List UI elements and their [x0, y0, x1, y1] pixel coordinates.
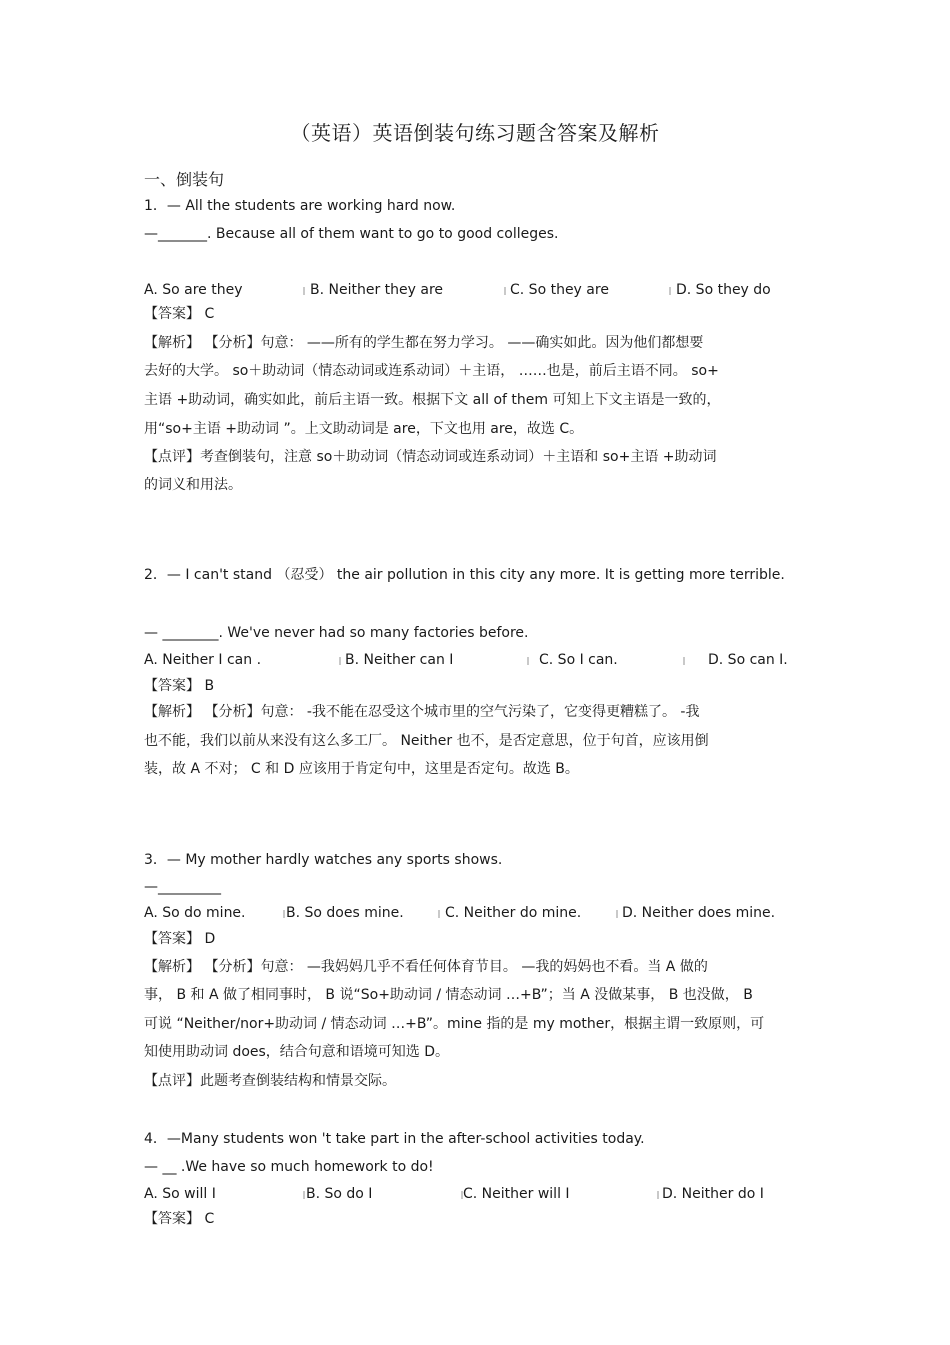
separator-mark [438, 910, 440, 918]
q2-option-d: D. So can I. [708, 652, 788, 668]
q1-explanation-line: 【解析】 【分析】句意： ——所有的学生都在努力学习。 ——确实如此。因为他们都想要 [144, 335, 704, 351]
separator-mark [283, 910, 285, 918]
q1-option-c: C. So they are [510, 282, 609, 298]
question-2-blank: — ________. We've never had so many factories before. [144, 625, 529, 641]
separator-mark [504, 287, 506, 295]
q1-comment-line: 的词义和用法。 [144, 477, 242, 493]
separator-mark [339, 657, 341, 665]
separator-mark [657, 1191, 659, 1199]
question-1: 1．— All the students are working hard now. [144, 198, 456, 214]
q4-option-b: B. So do I [306, 1186, 373, 1202]
q4-option-c: C. Neither will I [463, 1186, 570, 1202]
q1-comment-line: 【点评】考查倒装句，注意 so＋助动词（情态动词或连系动词）＋主语和 so+主语 +助动词 [144, 449, 717, 465]
q2-option-a: A. Neither I can . [144, 652, 262, 668]
q2-option-c: C. So I can. [539, 652, 618, 668]
question-1-blank: —_______. Because all of them want to go to good colleges. [144, 226, 559, 242]
question-3-blank: —_________ [144, 879, 221, 895]
q2-option-b: B. Neither can I [345, 652, 454, 668]
q2-explanation-line: 装，故 A 不对； C 和 D 应该用于肯定句中，这里是否定句。故选 B。 [144, 761, 579, 777]
question-4: 4．—Many students won 't take part in the after-school activities today. [144, 1131, 645, 1147]
q1-option-d: D. So they do [676, 282, 771, 298]
q1-explanation-line: 用“so+主语 +助动词 ”。上文助动词是 are，下文也用 are，故选 C。 [144, 421, 584, 437]
q2-explanation-line: 【解析】 【分析】句意： -我不能在忍受这个城市里的空气污染了，它变得更糟糕了。 -我 [144, 704, 700, 720]
q3-option-c: C. Neither do mine. [445, 905, 582, 921]
q3-comment-line: 【点评】此题考查倒装结构和情景交际。 [144, 1073, 396, 1089]
separator-mark [527, 657, 529, 665]
question-3: 3．— My mother hardly watches any sports shows. [144, 852, 503, 868]
q3-explanation-line: 知使用助动词 does，结合句意和语境可知选 D。 [144, 1044, 450, 1060]
q3-option-b: B. So does mine. [286, 905, 404, 921]
page-title: （英语）英语倒装句练习题含答案及解析 [290, 121, 660, 145]
separator-mark [303, 287, 305, 295]
q3-explanation-line: 【解析】 【分析】句意： —我妈妈几乎不看任何体育节目。 —我的妈妈也不看。当 A 做的 [144, 959, 708, 975]
q3-option-a: A. So do mine. [144, 905, 246, 921]
q1-option-a: A. So are they [144, 282, 243, 298]
q3-answer: 【答案】 D [144, 931, 216, 947]
separator-mark [683, 657, 685, 665]
q3-explanation-line: 可说 “Neither/nor+助动词 / 情态动词 …+B”。mine 指的是 my mother，根据主谓一致原则，可 [144, 1016, 765, 1032]
q4-answer: 【答案】 C [144, 1211, 215, 1227]
q4-option-d: D. Neither do I [662, 1186, 764, 1202]
q1-option-b: B. Neither they are [310, 282, 444, 298]
separator-mark [303, 1191, 305, 1199]
q2-explanation-line: 也不能，我们以前从来没有这么多工厂。 Neither 也不，是否定意思，位于句首，应该用倒 [144, 733, 709, 749]
separator-mark [669, 287, 671, 295]
question-4-blank: — __ .We have so much homework to do! [144, 1159, 434, 1175]
section-heading: 一、倒装句 [144, 170, 225, 189]
q1-answer: 【答案】 C [144, 306, 215, 322]
q3-option-d: D. Neither does mine. [622, 905, 776, 921]
question-2: 2．— I can't stand （忍受） the air pollution in this city any more. It is getting more terrible. [144, 567, 785, 583]
q4-option-a: A. So will I [144, 1186, 216, 1202]
q3-explanation-line: 事， B 和 A 做了相同事时， B 说“So+助动词 / 情态动词 …+B”；当 A 没做某事， B 也没做， B [144, 987, 753, 1003]
separator-mark [616, 910, 618, 918]
q2-answer: 【答案】 B [144, 678, 215, 694]
q1-explanation-line: 主语 +助动词，确实如此，前后主语一致。根据下文 all of them 可知上下文主语是一致的， [144, 392, 721, 408]
q1-explanation-line: 去好的大学。 so＋助动词（情态动词或连系动词）＋主语， ……也是，前后主语不同。 so+ [144, 363, 719, 379]
